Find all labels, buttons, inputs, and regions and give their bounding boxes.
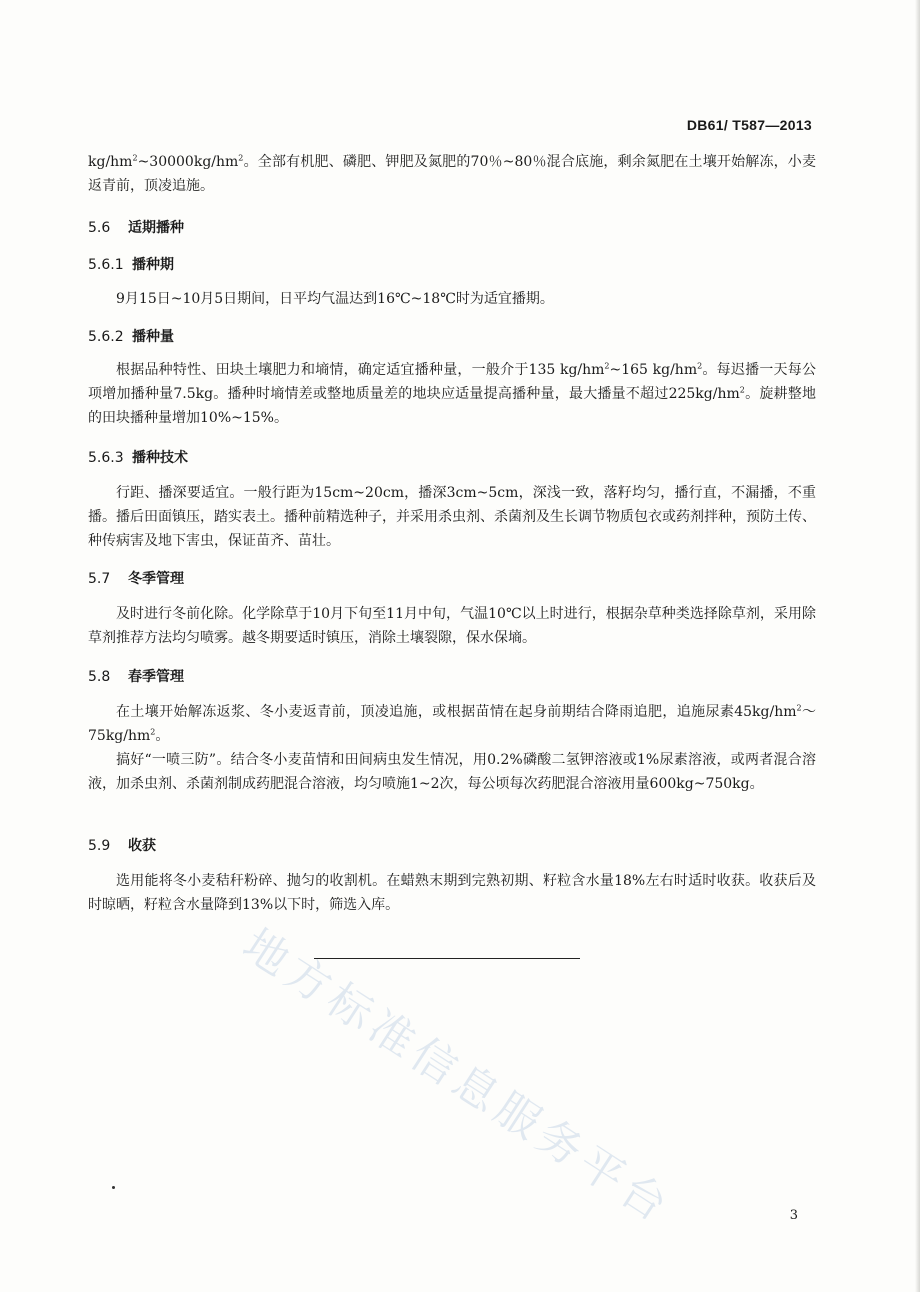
page-number: 3 <box>789 1208 798 1223</box>
section-5-6-1-heading: 5.6.1 播种期 <box>88 257 174 273</box>
section-5-6-2-paragraph: 根据品种特性、田块土壤肥力和墒情，确定适宜播种量，一般介于135 $kg/hm^2\sim 165$ $kg/hm^2$。每迟播一天每公项增加播种量7.5kg。播种时墒情差或整地质量差的地块应适量提高播种量，最大播量不超过$225kg/hm^2$。旋耕整地的田块播种量增加10%~15%。 <box>88 361 817 426</box>
section-5-6-2-heading: 5.6.2 播种量 <box>88 329 174 345</box>
document-code: DB61/ T587—2013 <box>686 117 812 133</box>
watermark: 地方标准信息服务平台 <box>233 919 681 1235</box>
section-5-6-3-heading: 5.6.3 播种技术 <box>88 450 188 466</box>
section-5-9-paragraph: 选用能将冬小麦秸秆粉碎、抛匀的收割机。在蜡熟末期到完熟初期、籽粒含水量18%左右时适时收获。收获后及时晾晒，籽粒含水量降到13%以下时，筛选入库。 <box>88 873 816 913</box>
section-5-6-3-paragraph: 行距、播深要适宜。一般行距为15cm~20cm，播深3cm~5cm，深浅一致，落籽均匀，播行直，不漏播，不重播。播后田面镇压，踏实表土。播种前精选种子，并采用杀虫剂、杀菌剂及生长调节物质包衣或药剂拌种，预防土传、种传病害及地下害虫，保证苗齐、苗壮。 <box>88 485 816 549</box>
scan-speck <box>112 1186 115 1189</box>
carryover-paragraph: $kg/hm^2\sim 30000kg/hm^2$。全部有机肥、磷肥、钾肥及氮肥的70％~80％混合底施，剩余氮肥在土壤开始解冻，小麦返青前，顶凌追施。 <box>88 153 816 194</box>
section-5-7-heading: 5.7 冬季管理 <box>88 571 184 587</box>
section-5-6-1-paragraph: 9月15日~10月5日期间，日平均气温达到16℃~18℃时为适宜播期。 <box>116 291 554 307</box>
section-5-8-paragraph-2: 搞好“一喷三防”。结合冬小麦苗情和田间病虫发生情况，用0.2%磷酸二氢钾溶液或1%尿素溶液，或两者混合溶液，加杀虫剂、杀菌剂制成药肥混合溶液，均匀喷施1~2次，每公顷每次药肥混合溶液用量600kg~750kg。 <box>88 752 816 792</box>
section-5-8-heading: 5.8 春季管理 <box>88 669 184 685</box>
section-5-8-paragraph-1: 在土壤开始解冻返浆、冬小麦返青前，顶凌追施，或根据苗情在起身前期结合降雨追肥，追施尿素$45kg/hm^2\sim 75kg/hm^2$。 <box>88 703 816 744</box>
section-5-7-paragraph: 及时进行冬前化除。化学除草于10月下旬至11月中旬，气温10℃以上时进行，根据杂草种类选择除草剂，采用除草剂推荐方法均匀喷雾。越冬期要适时镇压，消除土壤裂隙，保水保墒。 <box>88 606 816 646</box>
scan-edge-shadow <box>915 0 920 1292</box>
end-of-text-rule <box>314 958 580 959</box>
section-5-9-heading: 5.9 收获 <box>88 838 156 854</box>
section-5-6-heading: 5.6 适期播种 <box>88 220 184 236</box>
